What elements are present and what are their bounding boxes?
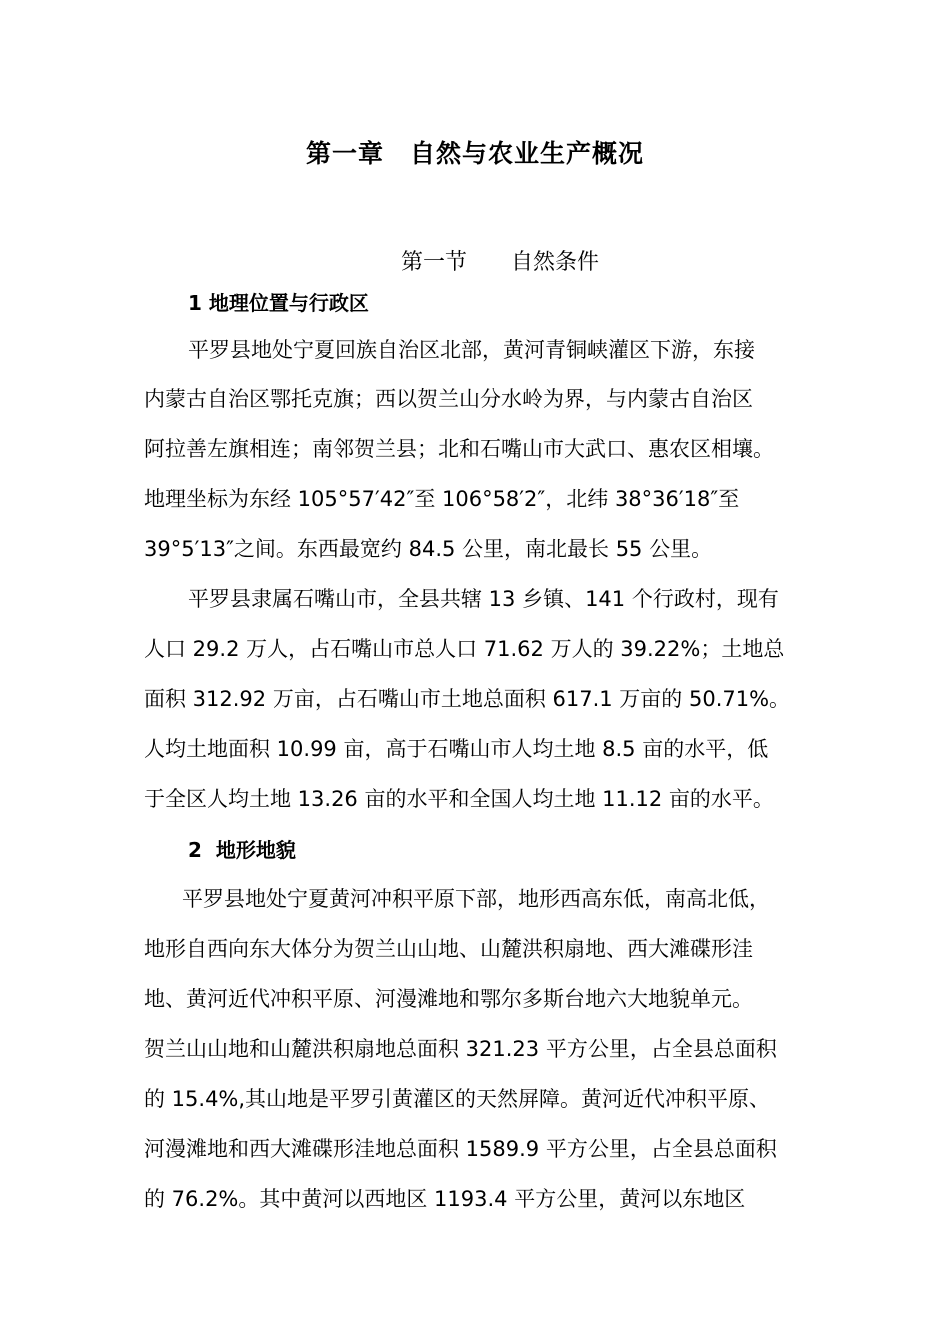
paragraph-line: 地形自西向东大体分为贺兰山山地、山麓洪积扇地、西大滩碟形洼: [144, 937, 753, 961]
paragraph-line: 地、黄河近代冲积平原、河漫滩地和鄂尔多斯台地六大地貌单元。: [144, 987, 753, 1011]
subsection-heading-terrain: 2 地形地貌: [188, 838, 296, 862]
paragraph-line: 人口 29.2 万人，占石嘴山市总人口 71.62 万人的 39.22%；土地总: [144, 637, 785, 661]
paragraph-line: 的 76.2%。其中黄河以西地区 1193.4 平方公里，黄河以东地区: [144, 1187, 746, 1211]
paragraph-line: 39°5′13″之间。东西最宽约 84.5 公里，南北最长 55 公里。: [144, 537, 713, 561]
paragraph-line: 内蒙古自治区鄂托克旗；西以贺兰山分水岭为界，与内蒙古自治区: [144, 387, 753, 411]
paragraph-line: 的 15.4%,其山地是平罗引黄灌区的天然屏障。黄河近代冲积平原、: [144, 1087, 771, 1111]
paragraph-line: 于全区人均土地 13.26 亩的水平和全国人均土地 11.12 亩的水平。: [144, 787, 774, 811]
section-title: 第一节 自然条件: [400, 250, 599, 275]
paragraph-line: 地理坐标为东经 105°57′42″至 106°58′2″，北纬 38°36′18″至: [144, 487, 740, 511]
paragraph-line: 贺兰山山地和山麓洪积扇地总面积 321.23 平方公里，占全县总面积: [144, 1037, 777, 1061]
chapter-title: 第一章 自然与农业生产概况: [305, 139, 644, 168]
subsection-heading-location: 1 地理位置与行政区: [188, 291, 369, 315]
paragraph-line: 平罗县地处宁夏黄河冲积平原下部，地形西高东低，南高北低，: [182, 887, 770, 911]
paragraph-line: 面积 312.92 万亩，占石嘴山市土地总面积 617.1 万亩的 50.71%。: [144, 687, 791, 711]
paragraph-line: 平罗县地处宁夏回族自治区北部，黄河青铜峡灌区下游，东接: [188, 338, 755, 362]
paragraph-line: 河漫滩地和西大滩碟形洼地总面积 1589.9 平方公里，占全县总面积: [144, 1137, 777, 1161]
paragraph-line: 平罗县隶属石嘴山市，全县共辖 13 乡镇、141 个行政村，现有: [188, 587, 779, 611]
paragraph-line: 人均土地面积 10.99 亩，高于石嘴山市人均土地 8.5 亩的水平，低: [144, 737, 769, 761]
paragraph-line: 阿拉善左旗相连；南邻贺兰县；北和石嘴山市大武口、惠农区相壤。: [144, 437, 774, 461]
